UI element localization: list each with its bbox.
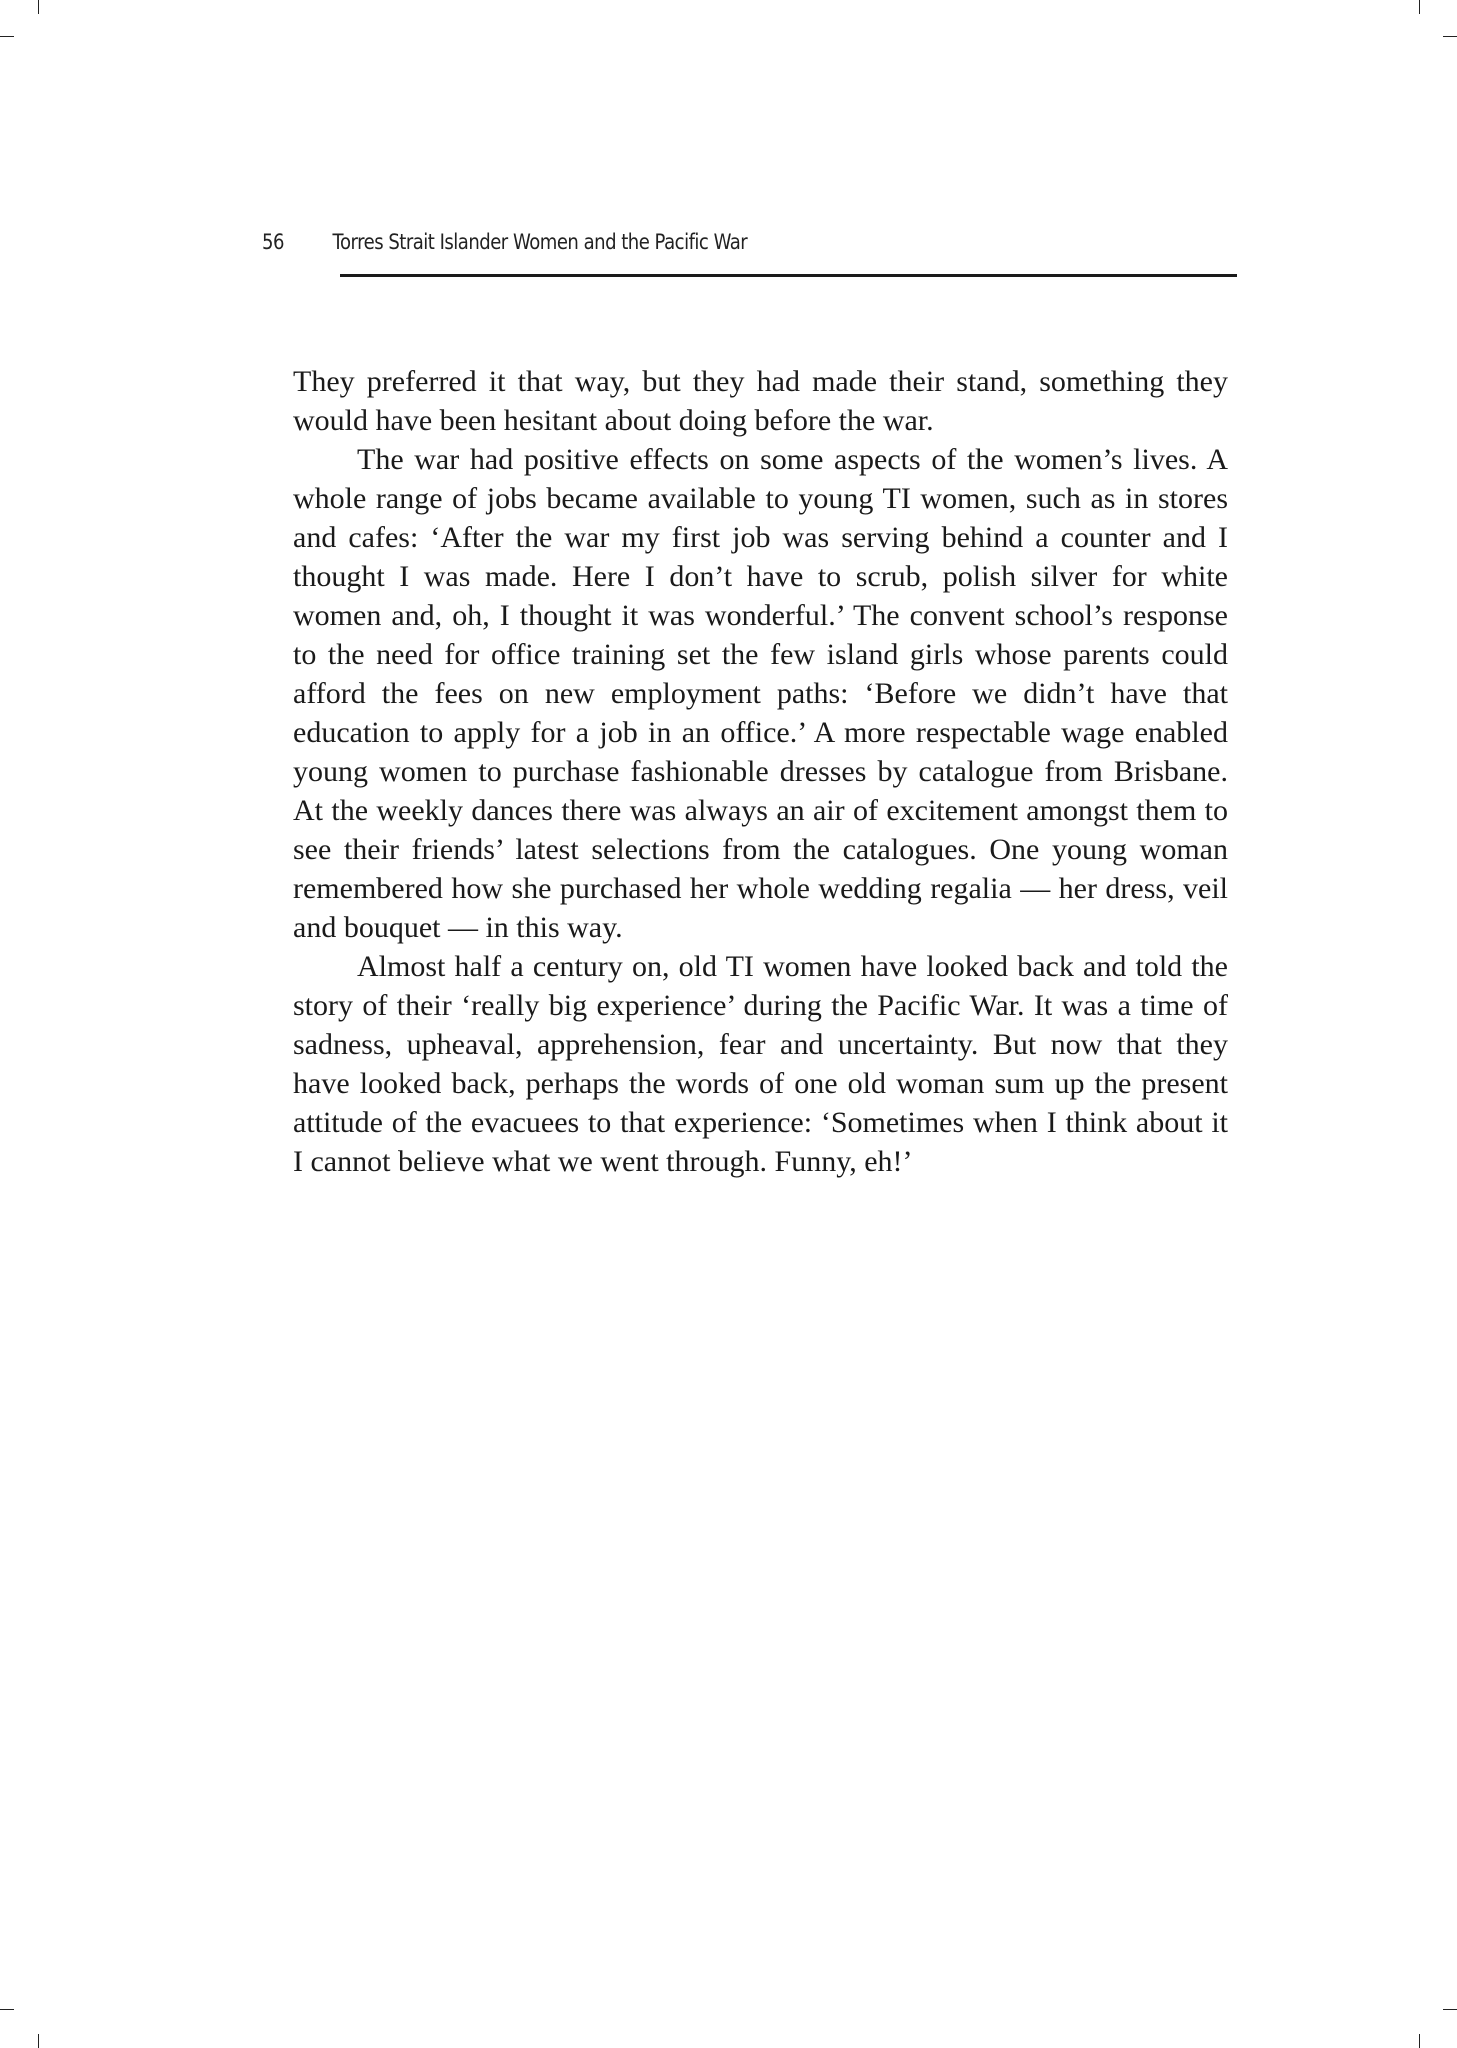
crop-mark-bottom-right-horizontal bbox=[1443, 2009, 1457, 2010]
running-head bbox=[262, 230, 747, 254]
crop-mark-top-right-horizontal bbox=[1443, 36, 1457, 37]
header-rule bbox=[340, 274, 1237, 277]
crop-mark-bottom-right-vertical bbox=[1419, 2034, 1420, 2048]
body-text bbox=[293, 362, 1228, 1181]
page-number: 56 bbox=[262, 230, 284, 254]
crop-mark-bottom-left-horizontal bbox=[0, 2009, 14, 2010]
crop-mark-bottom-left-vertical bbox=[38, 2034, 39, 2048]
paragraph: They preferred it that way, but they had made their stand, something they would have been hesitant about doing before the war. bbox=[293, 365, 1228, 437]
paragraph: Almost half a century on, old TI women have looked back and told the story of their ‘really big experience’ during the Pacific War. It was a time of sadness, upheaval, apprehension, fear and uncertainty. But now that they have looked back, perhaps the words of one old woman sum up the present attitude of the evacuees to that experience: ‘Sometimes when I think about it I cannot believe what we went through. Funny, eh!’ bbox=[293, 950, 1228, 1178]
crop-mark-top-left-horizontal bbox=[0, 36, 14, 37]
paragraph: The war had positive effects on some aspects of the women’s lives. A whole range of jobs became available to young TI women, such as in stores and cafes: ‘After the war my first job was serving behind a counter and I thought I was made. Here I don’t have to scrub, polish silver for white women and, oh, I thought it was wonderful.’ The convent school’s response to the need for office training set the few island girls whose parents could afford the fees on new employment paths: ‘Before we didn’t have that education to apply for a job in an office.’ A more respectable wage enabled young women to purchase fashionable dresses by catalogue from Brisbane. At the weekly dances there was always an air of excitement amongst them to see their friends’ latest selections from the catalogues. One young woman remembered how she purchased her whole wedding regalia — her dress, veil and bouquet — in this way. bbox=[293, 443, 1228, 944]
book-title: Torres Strait Islander Women and the Pacific War bbox=[332, 230, 748, 254]
crop-mark-top-left-vertical bbox=[38, 0, 39, 14]
crop-mark-top-right-vertical bbox=[1419, 0, 1420, 14]
